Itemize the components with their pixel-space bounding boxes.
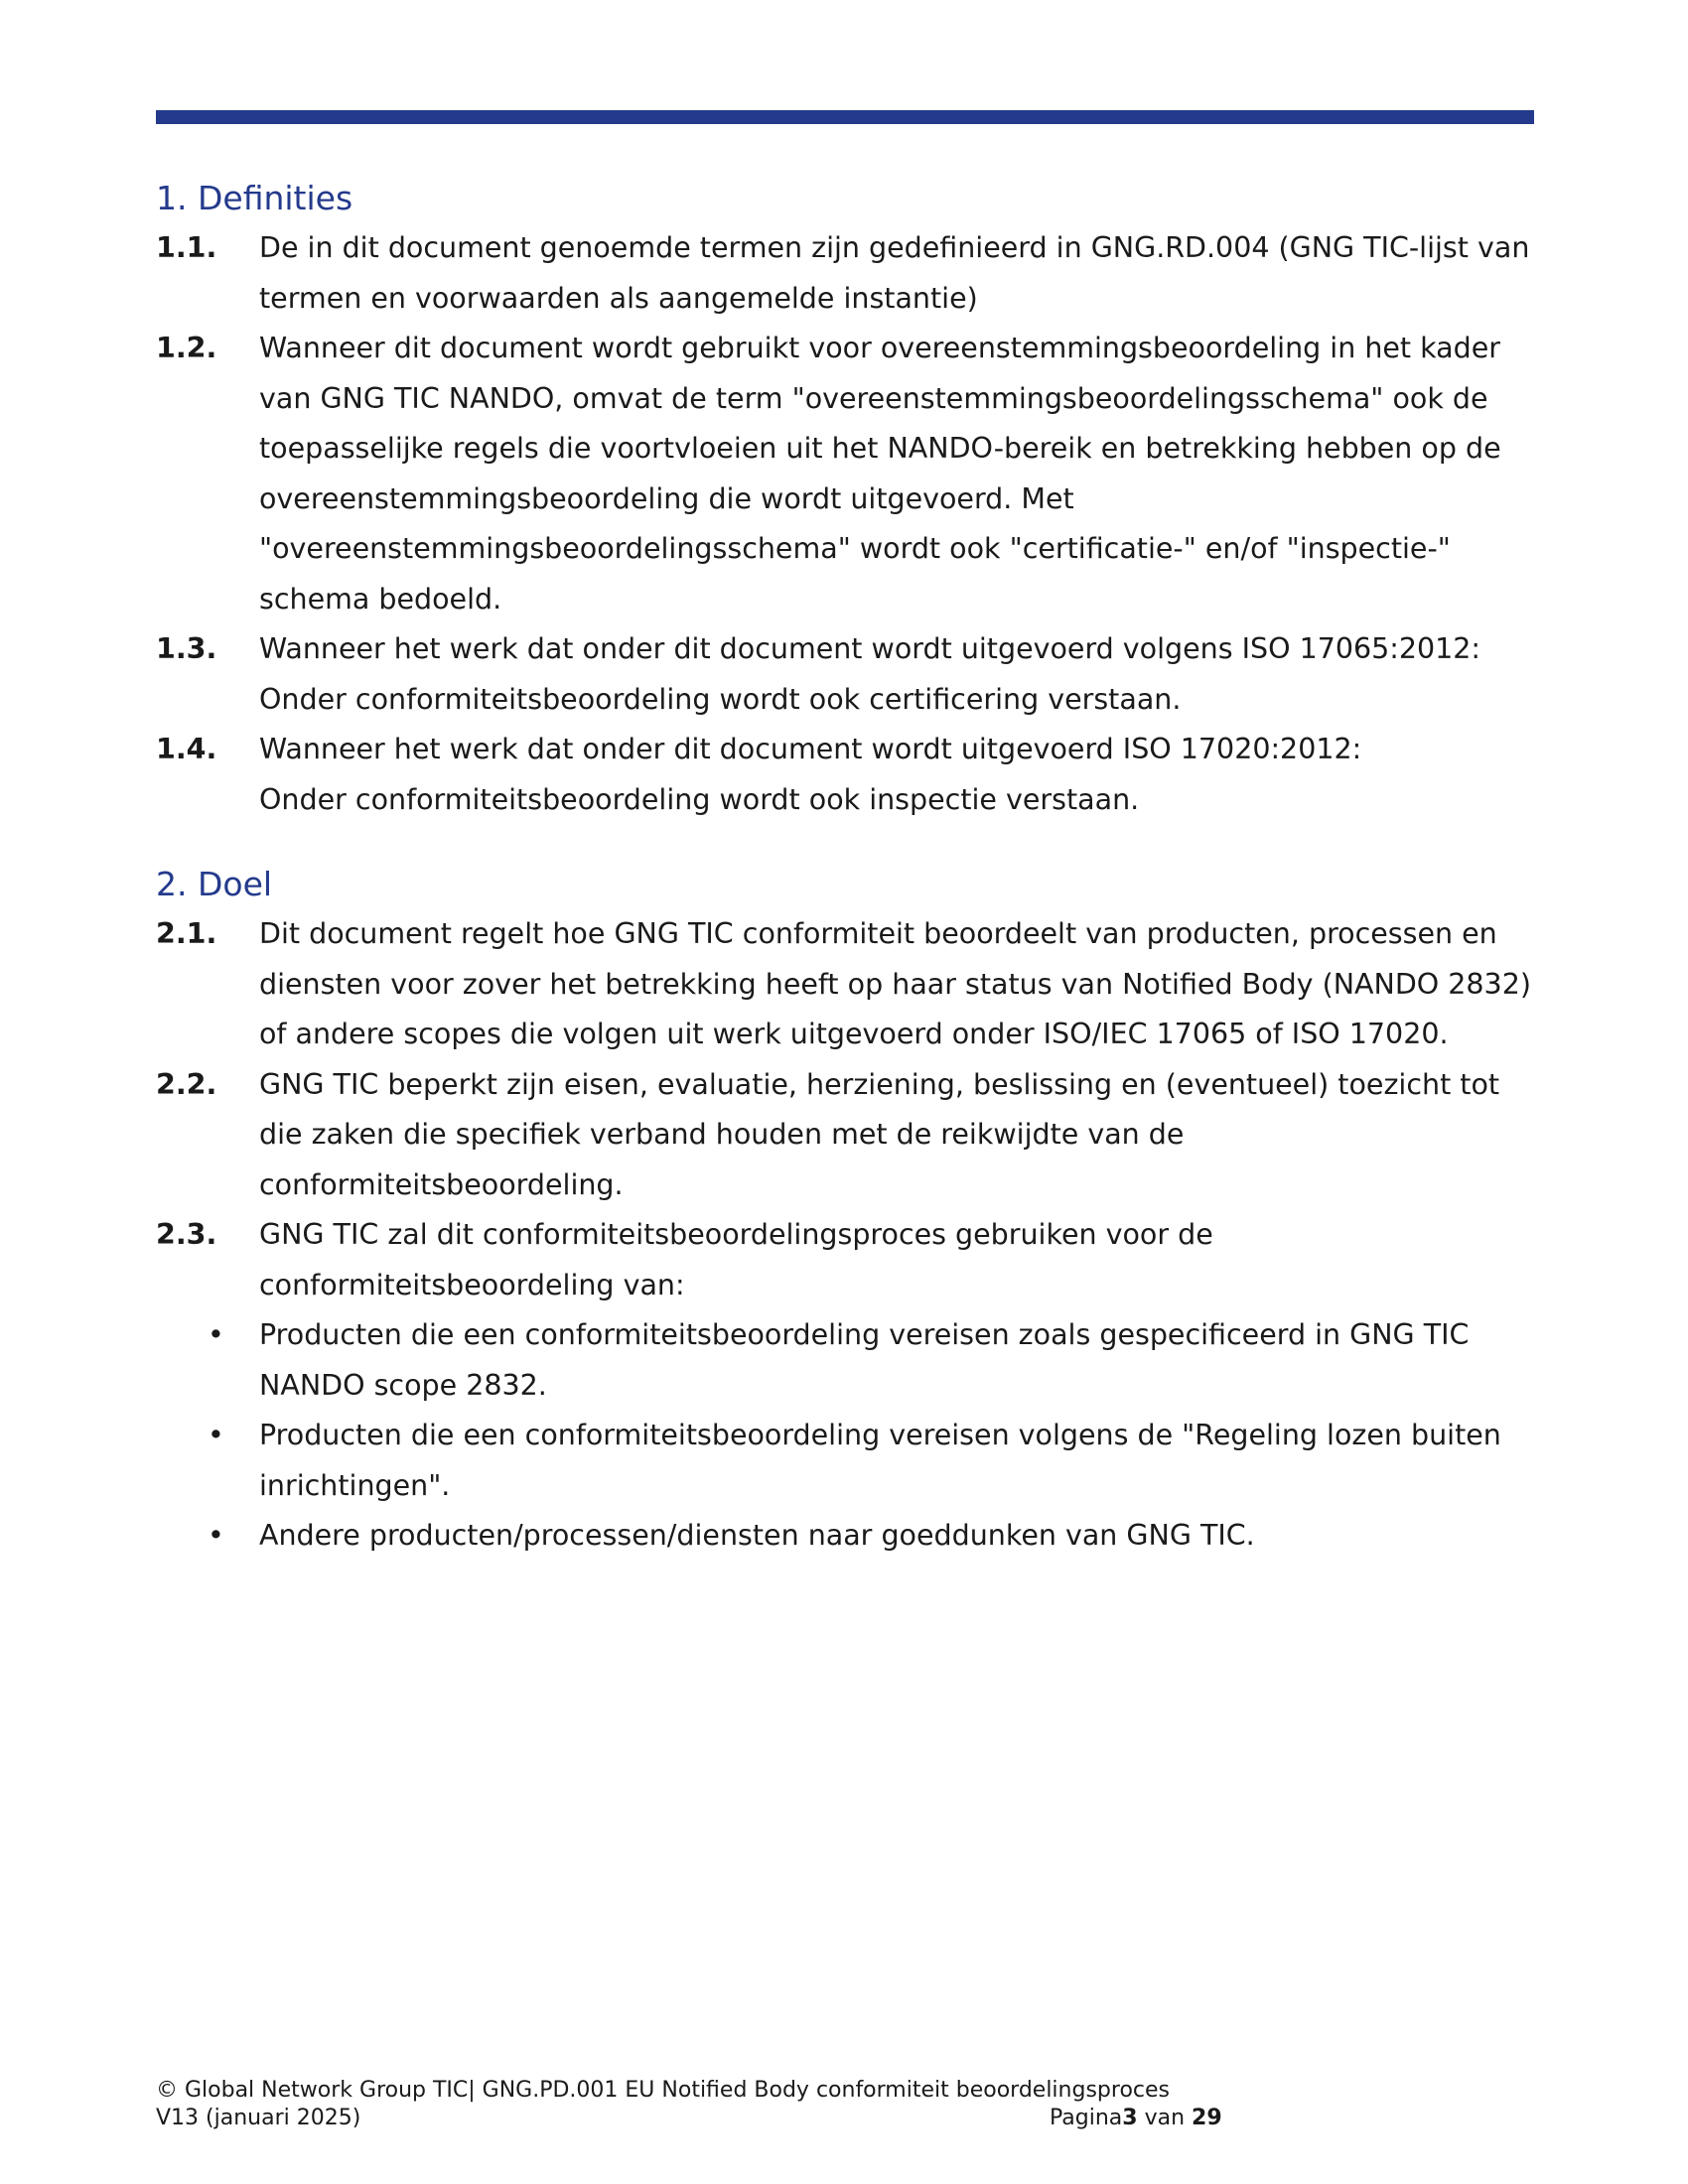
list-item [156,223,1536,324]
footer-copyright: © Global Network Group TIC| GNG.PD.001 EU Notified Body conformiteit beoordelingsproces [156,2078,1170,2103]
page-of: van [1137,2106,1193,2130]
list-item [156,324,1536,624]
item-text: Wanneer het werk dat onder dit document wordt uitgevoerd volgens ISO 17065:2012: Onder conformiteitsbeoordeling wordt ook certificering verstaan. [259,632,1481,716]
list-item [156,1210,1536,1310]
page-total: 29 [1192,2106,1222,2130]
bullet-text: Andere producten/processen/diensten naar goeddunken van GNG TIC. [259,1519,1255,1552]
item-number: 1.1. [156,231,217,264]
list-item [156,725,1536,825]
list-item [156,624,1536,725]
item-text: GNG TIC beperkt zijn eisen, evaluatie, herziening, beslissing en (eventueel) toezicht tot die zaken die specifiek verband houden met de reikwijdte van de conformiteitsbeoordeling. [259,1067,1500,1201]
bullet-text: Producten die een conformiteitsbeoordeling vereisen zoals gespecificeerd in GNG TIC NANDO scope 2832. [259,1318,1470,1402]
item-number: 1.3. [156,632,217,665]
bullet-icon: • [208,1519,224,1552]
bullet-icon: • [208,1419,224,1451]
doel-list [156,909,1536,1310]
list-item [156,909,1536,1060]
bullet-text: Producten die een conformiteitsbeoordeling vereisen volgens de "Regeling lozen buiten inrichtingen". [259,1419,1501,1502]
bullet-icon: • [208,1318,224,1351]
bullet-item [156,1411,1536,1511]
item-text: Wanneer dit document wordt gebruikt voor overeenstemmingsbeoordeling in het kader van GNG TIC NANDO, omvat de term "overeenstemmingsbeoordelingsschema" ook de toepasselijke regels die voortvloeien uit het NANDO-bereik en betrekking hebben op de overeenstemmingsbeoordeling die wordt uitgevoerd. Met "overeenstemmingsbeoordelingsschema" wordt ook "certificatie-" en/of "inspectie-" schema bedoeld. [259,332,1501,615]
item-text: Wanneer het werk dat onder dit document wordt uitgevoerd ISO 17020:2012: Onder conformiteitsbeoordeling wordt ook inspectie verstaan. [259,733,1362,816]
page-number: 3 [1122,2106,1138,2130]
item-text: De in dit document genoemde termen zijn gedefinieerd in GNG.RD.004 (GNG TIC-lijst van termen en voorwaarden als aangemelde instantie) [259,231,1530,315]
item-number: 2.1. [156,917,217,950]
bullet-item [156,1511,1536,1562]
section-heading-doel: 2. Doel [156,865,273,903]
section-heading-definities: 1. Definities [156,179,353,217]
item-number: 1.4. [156,733,217,765]
scope-bullet-list [156,1310,1536,1562]
section-spacer [156,825,1536,860]
item-number: 2.2. [156,1067,217,1101]
header-rule [156,110,1534,124]
document-body [156,174,1536,1562]
item-number: 1.2. [156,332,217,364]
page-label: Pagina [1050,2106,1123,2130]
page-indicator [1050,2105,1222,2132]
item-text: Dit document regelt hoe GNG TIC conformiteit beoordeelt van producten, processen en diensten voor zover het betrekking heeft op haar status van Notified Body (NANDO 2832) of andere scopes die volgen uit werk uitgevoerd onder ISO/IEC 17065 of ISO 17020. [259,917,1531,1050]
list-item [156,1060,1536,1211]
definities-list [156,223,1536,825]
page-footer [156,2077,1248,2132]
item-text: GNG TIC zal dit conformiteitsbeoordelingsproces gebruiken voor de conformiteitsbeoordeling van: [259,1218,1213,1301]
item-number: 2.3. [156,1218,217,1251]
footer-meta-row [156,2105,1248,2132]
footer-version: V13 (januari 2025) [156,2106,361,2130]
bullet-item [156,1310,1536,1411]
